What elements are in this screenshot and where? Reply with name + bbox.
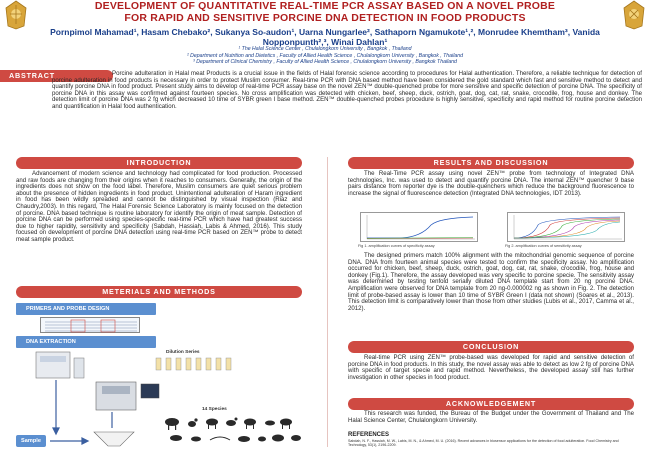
- header: [0, 0, 650, 68]
- conclusion-heading: CONCLUSION: [348, 341, 634, 353]
- pcr-instrument-icon: [96, 382, 159, 410]
- specificity-amplification-curves: [361, 213, 479, 243]
- sensitivity-amplification-curves: [508, 213, 626, 243]
- figure-2-sensitivity-curves: [507, 212, 625, 242]
- methods-diagram: [16, 300, 316, 450]
- species-count-label: 14 Species: [202, 407, 227, 412]
- university-crest-icon: [2, 0, 30, 30]
- funnel-icon: [94, 432, 134, 446]
- affiliation-1: ¹ The Halal Science Center , Chulalongkorn University , Bangkok , Thailand: [238, 46, 412, 52]
- abstract-text: Porcine adulteration in Halal meat Products is a crucial issue in the fields of Halal forensic science according to procedures for Halal authentication. Therefore, a reliable technique for detection of porcine adulteration in food products is necessary in order to protect Muslim consumer. Real-time PCR with DNA based method have been considered the gold standard which fast and sensitive method to detect and quantify porcine DNA in food product. Present study aims to develop of real-time PCR assay base on the novel ZEN™ double-quenched probe for more sensitive and specific detection of porcine DNA. The specificity of porcine DNA in this assay was confirmed against fourteen species. No cross amplification was detected with chicken, beef, sheep, duck, ostrich, goat, dog, cat, rat, snake, crocodile, frog, house and donkey. The detection limit of porcine DNA was 2 fg which decreased 10 time of SYBR green I base method. ZEN™ double-quenched probes procedure is highly sensitive, specificity and rapid method for routine porcine detection and quantification in Halal food authentication.: [52, 70, 642, 110]
- introduction-text: Advancement of modern science and technology had complicated for food production. Processed and raw foods are changing from their origins when it reaches to consumers. Generally, the origin of the ingredients does not show on the food label. Therefore, Muslim consumers are quiet serious problem about the presence of hidden ingredients in food product. Unintentional adulteration of Haram ingredient in food has been wildly spreaded and cannot be distinguished by visual inspection (Riaz and Chaudry,2003). In this regard, The Halal Forensic Science Laboratory is mainly focused on the detection of porcine. DNA based technique is routine laboratory for identify the origin of meat sample. Detection of porcine DNA can be performed using species-specific real-time PCR which have had greatest success due to higher rapidity, sensitivity and specificity (Sabdah, Hassiah, Labis & Ahmed, 2016). This study focused on development of porcine DNA detection using real-time PCR based on ZEN™ probe to detect meat sample product.: [16, 170, 302, 243]
- methods-heading: METERIALS AND METHODS: [16, 286, 302, 298]
- acknowledgement-text: This research was funded, the Bureau of the Budget under the Government of Thailand and The Halal Science Center, Chulalongkorn University.: [348, 410, 634, 424]
- figure-2-caption: Fig 2. amplification curves of sensitivity assay: [505, 244, 582, 248]
- figure-1-specificity-curves: [360, 212, 478, 242]
- results-text-2: The designed primers match 100% alignment with the mitochondrial genomic sequence of porcine DNA. DNA from fourteen animal species were tested to confirm the specificity assay. No amplification occurred for chicken, beef, sheep, duck, ostrich, goat, dog, cat, rat, snake, crocodile, frog, house and donkey (Fig.1). Therefore, the assay developed was very specific to porcine specie. The sensitivity assay was determined by testing tenfold serially diluted DNA template start from 20 ng porcine DNA. Amplification were observed for DNA template from 20 ng-0.000002 ng as shown in Fig. 2. The detection limit of probe-based assay is lower than 10 time of SYBR Green I (data not shown) (Soares et al., 2013). This detection limit is comparatively lower than those from other studies (Lubis et al., 2017, Camma et al., 2012).: [348, 252, 634, 312]
- poster-title: [40, 0, 610, 24]
- methods-flow-graphic: [16, 300, 316, 450]
- results-text-1: The Real-Time PCR assay using novel ZEN™ probe from technology of Integrated DNA technologies, Inc. was used to detect and quantify porcine DNA. The internal ZEN™ quencher 9 base pairs distance from reporter dye is the double-quenchers which reduce the background fluorescence to increase the signal of fluorescence detection (Integrated DNA technologies, IDT 2013).: [348, 170, 634, 197]
- results-heading: RESULTS AND DISCUSSION: [348, 157, 634, 169]
- conclusion-text: Real-time PCR using ZEN™ probe-based was developed for rapid and sensitive detection of porcine DNA in food products. In this study, the novel assay was able to detect as low 2 fg of porcine DNA with specific of target specie and rapid method. Nevertheless, the developed assay still has further investigation in other species in food product.: [348, 354, 634, 381]
- references-heading: REFERENCES: [348, 432, 390, 438]
- acknowledgement-heading: ACKNOWLEDGEMENT: [348, 398, 634, 410]
- references-text: Sabdah, N. F., Hassiah, M. W., Labis, M. N., & Ahmed, M. U. (2016). Recent advances in biosensor applications for the detection of food adulteration. Food Chemistry and Technology, 53(1), 2196-2209.: [348, 439, 619, 448]
- extraction-kit-icon: [36, 352, 84, 378]
- dilution-tubes-icon: [156, 358, 231, 370]
- primers-probe-design-box: PRIMERS AND PROBE DESIGN: [16, 303, 156, 315]
- affiliation-2: ² Department of Nutrition and Dietetics , Faculty of Allied Health Science , Chulalongkorn University , Bangkok , Thailand: [186, 52, 464, 59]
- dna-extraction-box: DNA EXTRACTION: [16, 336, 156, 348]
- title-line-1: DEVELOPMENT OF QUANTITATIVE REAL-TIME PCR ASSAY BASED ON A NOVEL PROBE: [94, 0, 556, 12]
- dilution-series-label: Dilution Series: [166, 350, 200, 355]
- affiliation-3: ³ Department of Clinical Chemistry , Faculty of Allied Health Science , Chulalongkorn University , Bangkok Thailand: [193, 59, 457, 65]
- column-divider: [327, 157, 328, 447]
- figure-1-caption: Fig 1. amplification curves of specificity assay: [358, 244, 435, 248]
- title-line-2: FOR RAPID AND SENSITIVE PORCINE DNA DETECTION IN FOOD PRODUCTS: [124, 12, 526, 24]
- introduction-heading: INTRODUCTION: [16, 157, 302, 169]
- author-list: Pornpimol Mahamad¹, Hasam Chebako², Sukanya So-audon¹, Uarna Nungarlee², Sathaporn Ngamukote¹,², Monrudee Khemtham³, Vanida Nopponpunth²,³, Winai Dahlan¹: [50, 27, 600, 47]
- animal-species-icons: [165, 418, 301, 443]
- abstract-heading: ABSTRACT: [0, 70, 113, 82]
- sample-box: Sample: [16, 435, 46, 447]
- halal-center-logo-icon: [620, 0, 648, 30]
